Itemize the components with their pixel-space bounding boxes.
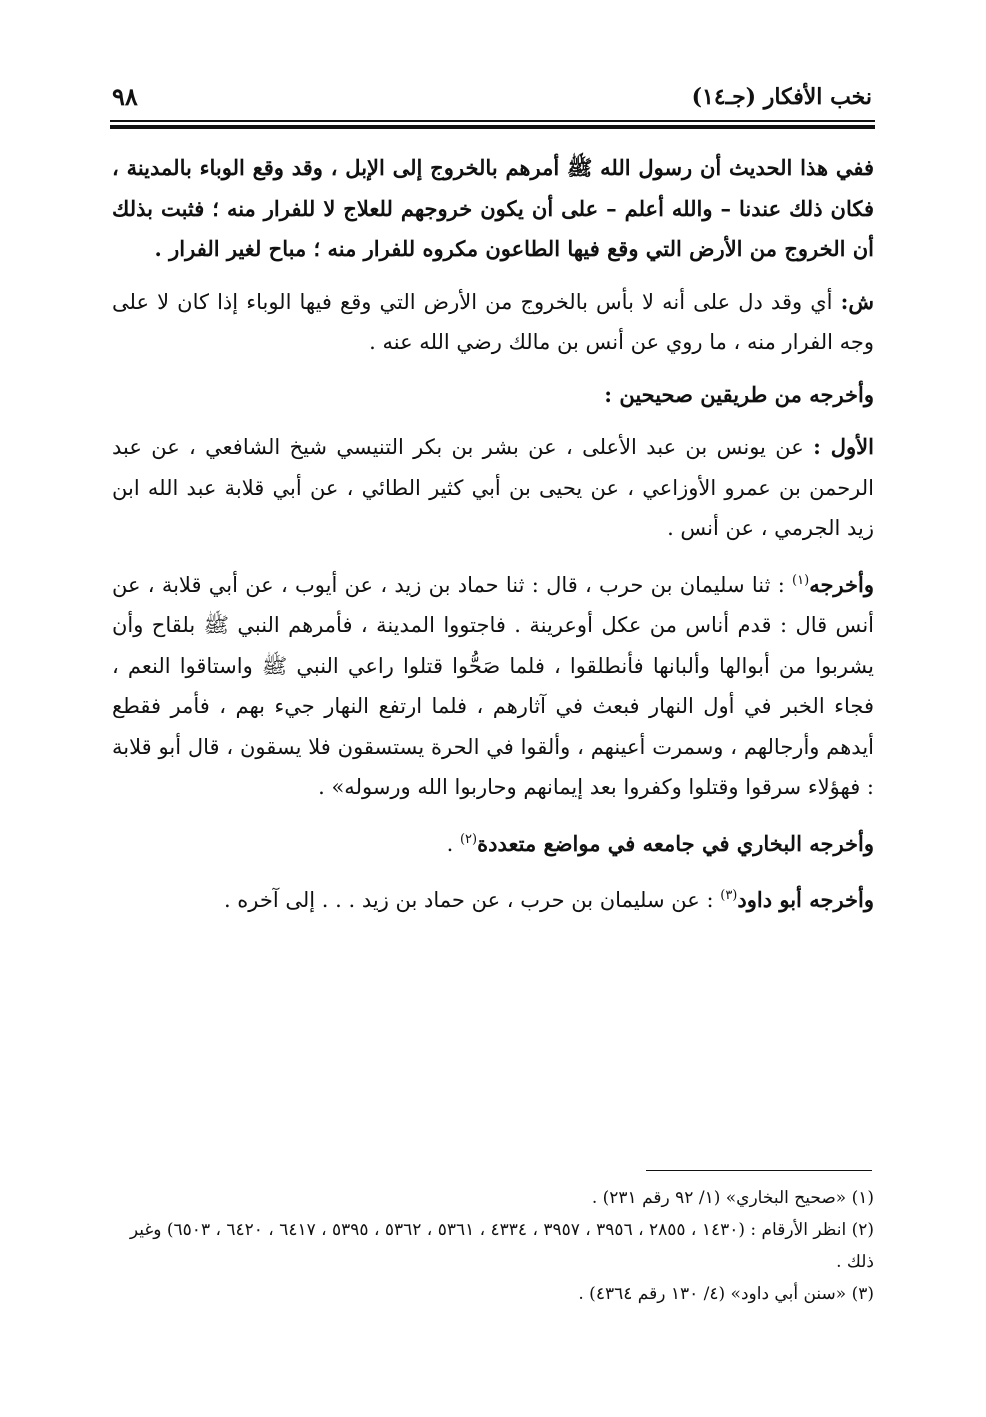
paragraph-label: وأخرجه أبو داود [737,887,874,912]
paragraph-heading [112,375,874,416]
footnote-ref[interactable]: (١) [792,572,810,588]
paragraph-text: وأخرجه من طريقين صحيحين : [604,381,874,407]
main-text [112,148,874,933]
paragraph-label: وأخرجه [809,571,874,597]
page-number: ٩٨ [112,82,138,111]
paragraph-hadith [112,561,874,808]
paragraph-text: : عن سليمان بن حرب ، عن حماد بن زيد . . . إلى آخره . [223,888,714,912]
paragraph-text: عن يونس بن عبد الأعلى ، عن بشر بن بكر التنيسي شيخ الشافعي ، عن عبد الرحمن بن عمرو الأوزاعي ، عن يحيى بن أبي كثير الطائي ، عن أبي قلابة عبد الله ابن زيد الجرمي ، عن أنس . [112,435,874,540]
footnotes [100,1182,874,1310]
header-rule-thin [110,120,875,122]
paragraph-label: الأول : [813,434,874,459]
footnote-separator [646,1170,872,1171]
paragraph-label: وأخرجه البخاري في جامعه في مواضع متعددة [477,830,874,856]
paragraph-abu-dawud [112,876,874,921]
paragraph-text: ففي هذا الحديث أن رسول الله ﷺ أمرهم بالخروج إلى الإبل ، وقد وقع الوباء بالمدينة ، فكان ذلك عندنا – والله أعلم – على أن يكون خروجهم للعلاج لا للفرار منه ؛ فثبت بذلك أن الخروج من الأرض التي وقع فيها الطاعون مكروه للفرار منه ؛ مباح لغير الفرار . [112,155,874,261]
paragraph-commentary [112,282,874,363]
paragraph-label: ش: [840,288,874,314]
book-title: نخب الأفكار (جـ١٤) [691,84,872,110]
running-header [112,76,872,120]
paragraph-bukhari [112,820,874,865]
footnote-item: (١) «صحيح البخاري» (١/ ٩٢ رقم ٢٣١) . [591,1188,874,1208]
paragraph-text: أي وقد دل على أنه لا بأس بالخروج من الأرض التي وقع فيها الوباء إذا كان لا على وجه الفرار منه ، ما روي عن أنس بن مالك رضي الله عنه . [112,289,874,354]
paragraph-text: . [446,831,454,856]
paragraph-text-main [112,148,874,270]
footnote-ref[interactable]: (٣) [720,888,738,903]
footnote-item: (٢) انظر الأرقام : (١٤٣٠ ، ٢٨٥٥ ، ٣٩٥٦ ، ٣٩٥٧ ، ٤٣٣٤ ، ٥٣٦١ ، ٥٣٦٢ ، ٥٣٩٥ ، ٦٤١٧ ، ٦٤٢٠ ، ٦٥٠٣) وغير ذلك . [129,1220,874,1272]
footnote-ref[interactable]: (٢) [459,831,478,847]
header-rule-thick [110,125,875,129]
paragraph-text: : ثنا سليمان بن حرب ، قال : ثنا حماد بن زيد ، عن أيوب ، عن أبي قلابة ، عن أنس قال : قدم أناس من عكل أوعرينة . فاجتووا المدينة ، فأمرهم النبي ﷺ بلقاح وأن يشربوا من أبوالها وألبانها فأنطلقوا ، فلما صَحُّوا قتلوا راعي النبي ﷺ واستاقوا النعم ، فجاء الخبر في أول النهار فبعث في آثارهم ، فلما ارتفع النهار جيء بهم ، فأمر فقطع أيدهم وأرجالهم ، وسمرت أعينهم ، وألقوا في الحرة يستسقون فلا يسقون ، قال أبو قلابة : فهؤلاء سرقوا وقتلوا وكفروا بعد إيمانهم وحاربوا الله ورسوله» . [112,572,874,799]
footnote-item: (٣) «سنن أبي داود» (٤/ ١٣٠ رقم ٤٣٦٤) . [578,1284,874,1304]
paragraph-first-chain [112,427,874,549]
